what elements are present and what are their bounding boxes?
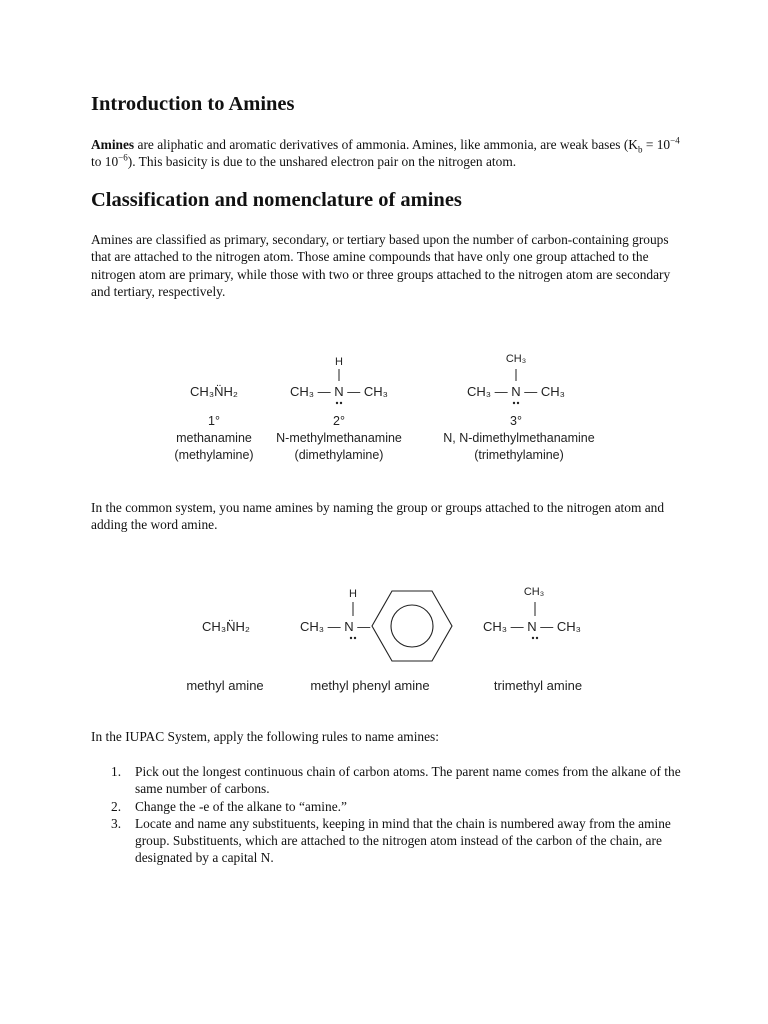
label-trimethyl-amine: trimethyl amine — [493, 678, 583, 693]
iupac-name-n-methylmethanamine: N-methylmethanamine — [276, 431, 402, 445]
paragraph-common-system: In the common system, you name amines by naming the group or groups attached to the nitrogen atom and adding the word amine. — [91, 500, 665, 533]
structure-primary-amine — [174, 384, 253, 462]
formula-methyl-phenyl-amine: CH₃ — N — — [300, 619, 371, 634]
formula-dimethylamine: CH₃ — N — CH₃ — [290, 384, 388, 399]
lone-pair-dot — [336, 402, 338, 404]
label-methyl-amine: methyl amine — [186, 678, 264, 693]
atom-ch3: CH₃ — [523, 586, 545, 598]
lone-pair-dot — [536, 637, 538, 639]
iupac-name-n-n-dimethylmethanamine: N, N-dimethylmethanamine — [443, 431, 595, 445]
benzene-ring-icon — [372, 591, 452, 661]
lone-pair-dot — [350, 637, 352, 639]
structure-methyl-phenyl-amine — [300, 588, 452, 693]
heading-introduction: Introduction to Amines — [91, 93, 295, 115]
list-item: 2. Change the -e of the alkane to “amine.” — [111, 798, 347, 814]
iupac-rules-list — [91, 763, 691, 867]
formula-methyl-amine: CH₃N̈H₂ — [202, 619, 250, 634]
degree-tertiary: 3° — [510, 414, 522, 428]
figure-amine-classification — [0, 340, 768, 470]
common-name-dimethylamine: (dimethylamine) — [294, 448, 384, 462]
list-item: 1. Pick out the longest continuous chain of carbon atoms. The parent name comes from the alkane of the same number of carbons. — [111, 764, 681, 797]
degree-primary: 1° — [208, 414, 220, 428]
paragraph-classification: Amines are classified as primary, secondary, or tertiary based upon the number of carbon-containing groups that are attached to the nitrogen atom. Those amine compounds that have only one group attached to the nitrogen atom are primary, while those with two or three groups attached to the nitrogen atom are secondary and tertiary, respectively. — [91, 232, 671, 299]
degree-secondary: 2° — [333, 414, 345, 428]
term-amines: Amines — [91, 137, 135, 152]
lone-pair-dot — [517, 402, 519, 404]
structure-tertiary-amine — [443, 353, 594, 462]
rule-text: Change the -e of the alkane to “amine.” — [135, 798, 347, 814]
formula-trimethyl-amine: CH₃ — N — CH₃ — [483, 619, 581, 634]
structure-secondary-amine — [276, 356, 402, 462]
paragraph-iupac-system: In the IUPAC System, apply the following rules to name amines: — [91, 729, 439, 744]
formula-methylamine: CH₃N̈H₂ — [190, 384, 238, 399]
aromatic-circle — [391, 605, 433, 647]
rule-text: Pick out the longest continuous chain of carbon atoms. The parent name comes from the alkane of the same number of carbons. — [135, 764, 681, 797]
common-name-methylamine: (methylamine) — [174, 448, 254, 462]
atom-h: H — [335, 356, 343, 368]
rule-text: Locate and name any substituents, keeping in mind that the chain is numbered away from the amine group. Substituents, which are attached to the nitrogen atom instead of the carbon of the chain, are designated by a capital N. — [135, 815, 671, 866]
heading-classification: Classification and nomenclature of amines — [91, 189, 462, 211]
figure-common-names — [0, 572, 768, 702]
common-name-trimethylamine: (trimethylamine) — [474, 448, 564, 462]
atom-h: H — [349, 588, 357, 600]
structure-methyl-amine — [186, 619, 263, 693]
lone-pair-dot — [513, 402, 515, 404]
structure-trimethyl-amine — [483, 586, 582, 693]
lone-pair-dot — [532, 637, 534, 639]
label-methyl-phenyl-amine: methyl phenyl amine — [310, 678, 430, 693]
lone-pair-dot — [354, 637, 356, 639]
formula-trimethylamine: CH₃ — N — CH₃ — [467, 384, 565, 399]
atom-ch3: CH₃ — [505, 353, 527, 365]
list-item: 3. Locate and name any substituents, keeping in mind that the chain is numbered away from the amine group. Substituents, which are attached to the nitrogen atom instead of the carbon of the chain, are designated by a capital N. — [111, 815, 671, 866]
lone-pair-dot — [340, 402, 342, 404]
iupac-name-methanamine: methanamine — [176, 431, 252, 445]
paragraph-amines-definition: Amines are aliphatic and aromatic derivatives of ammonia. Amines, like ammonia, are weak bases ($K_b = 10^{-4}$ to $10^{-6}$). This basicity is due to the unshared electron pair on the nitrogen atom. — [91, 135, 680, 170]
